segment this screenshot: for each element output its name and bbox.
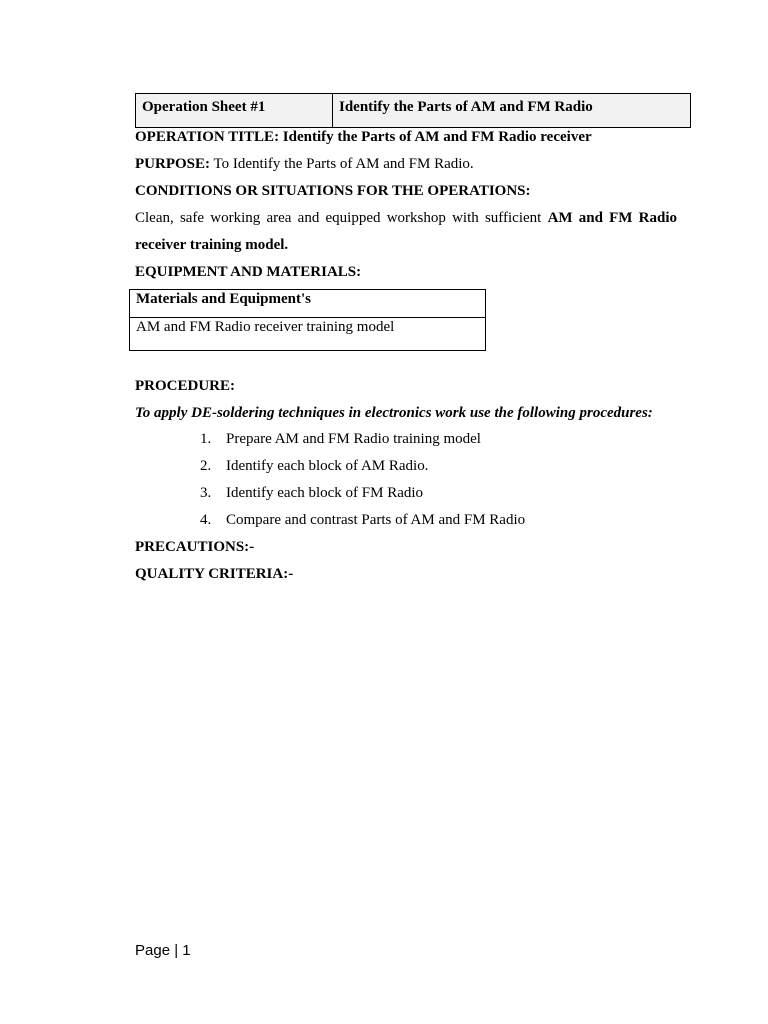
procedure-step [200,483,423,503]
purpose-line [135,154,677,174]
step-text: Identify each block of FM Radio [226,485,424,501]
equipment-heading: EQUIPMENT AND MATERIALS: [135,264,362,280]
quality-criteria-heading: QUALITY CRITERIA:- [135,566,294,582]
materials-table-header: Materials and Equipment's [130,290,485,318]
conditions-text-line1 [135,208,677,228]
purpose-text: To Identify the Parts of AM and FM Radio. [210,156,474,172]
page-number-footer: Page | 1 [135,942,191,959]
conditions-bold-2: receiver training model. [135,237,289,253]
step-text: Prepare AM and FM Radio training model [226,431,481,447]
procedure-heading: PROCEDURE: [135,378,235,394]
procedure-step [200,456,428,476]
step-number: 2. [200,458,212,474]
precautions-heading: PRECAUTIONS:- [135,539,255,555]
materials-table-row: AM and FM Radio receiver training model [136,319,395,335]
operation-sheet-header-table [135,93,691,128]
conditions-text: Clean, safe working area and equipped workshop with sufficient [135,210,542,226]
sheet-title-cell: Identify the Parts of AM and FM Radio [339,99,593,115]
sheet-label-cell: Operation Sheet #1 [136,94,333,127]
procedure-step [200,510,525,530]
conditions-heading: CONDITIONS OR SITUATIONS FOR THE OPERATIONS: [135,183,531,199]
step-text: Compare and contrast Parts of AM and FM Radio [226,512,526,528]
step-number: 3. [200,485,212,501]
conditions-bold-1: AM and FM Radio [547,210,678,226]
step-number: 1. [200,431,212,447]
procedure-step [200,429,481,449]
procedure-intro: To apply DE-soldering techniques in electronics work use the following procedures: [135,405,653,421]
step-text: Identify each block of AM Radio. [226,458,429,474]
operation-title: OPERATION TITLE: Identify the Parts of AM and FM Radio receiver [135,129,592,145]
step-number: 4. [200,512,212,528]
materials-table [129,289,486,351]
purpose-label: PURPOSE: [135,156,210,172]
